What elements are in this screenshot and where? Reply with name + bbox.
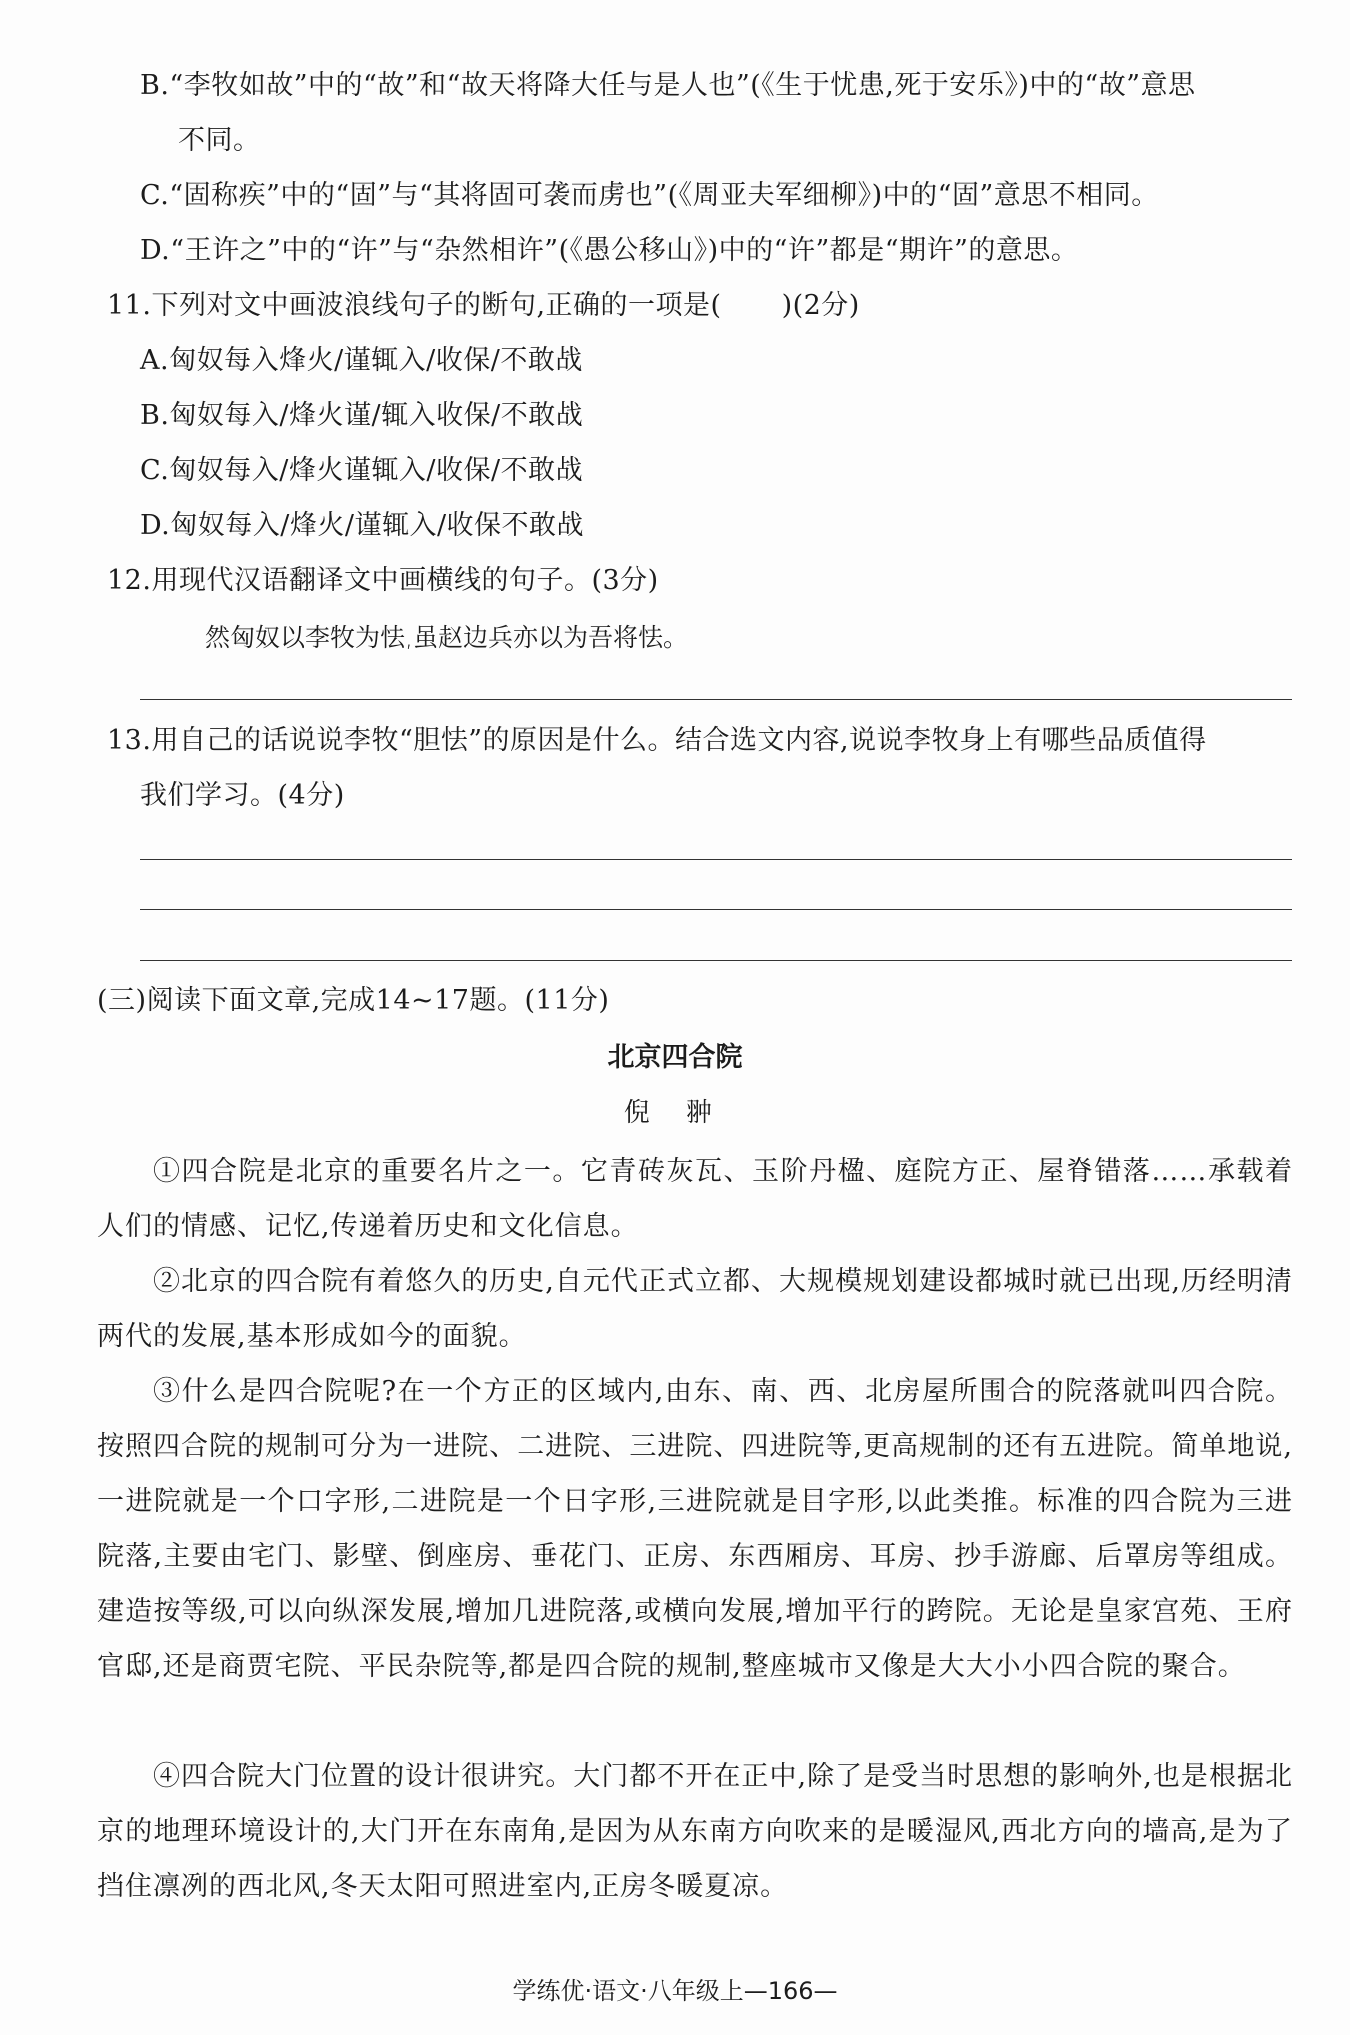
q11-option-b: B.匈奴每入/烽火谨/辄入收保/不敢战 [140, 400, 584, 431]
q12-stem: 12.用现代汉语翻译文中画横线的句子。(3分) [107, 565, 659, 596]
article-paragraph-4: ④四合院大门位置的设计很讲究。大门都不开在正中,除了是受当时思想的影响外,也是根据北京的地理环境设计的,大门开在东南角,是因为从东南方向吹来的是暖湿风,西北方向的墙高,是为了挡住凛冽的西北风,冬天太阳可照进室内,正房冬暖夏凉。 [97, 1761, 1293, 1902]
q13-answer-line-1[interactable] [140, 859, 1292, 860]
q11-stem-after: )(2分) [781, 290, 860, 321]
article-paragraph-1: ①四合院是北京的重要名片之一。它青砖灰瓦、玉阶丹楹、庭院方正、屋脊错落……承载着人们的情感、记忆,传递着历史和文化信息。 [97, 1156, 1293, 1242]
article-paragraph-2: ②北京的四合院有着悠久的历史,自元代正式立都、大规模规划建设都城时就已出现,历经明清两代的发展,基本形成如今的面貌。 [97, 1266, 1293, 1352]
q13-stem-line2: 我们学习。(4分) [140, 780, 345, 811]
q11-stem [107, 288, 860, 324]
q11-option-d: D.匈奴每入/烽火/谨辄入/收保不敢战 [140, 510, 585, 541]
q10-option-b-line1: B.“李牧如故”中的“故”和“故天将降大任与是人也”(《生于忧患,死于安乐》)中的“故”意思 [140, 70, 1196, 101]
q13-answer-line-3[interactable] [140, 960, 1292, 961]
article-title: 北京四合院 [607, 1042, 743, 1073]
section3-heading: (三)阅读下面文章,完成14~17题。(11分) [97, 985, 610, 1016]
q13-answer-line-2[interactable] [140, 909, 1292, 910]
article-paragraph-3: ③什么是四合院呢?在一个方正的区域内,由东、南、西、北房屋所围合的院落就叫四合院。按照四合院的规制可分为一进院、二进院、三进院、四进院等,更高规制的还有五进院。简单地说,一进院就是一个口字形,二进院是一个日字形,三进院就是目字形,以此类推。标准的四合院为三进院落,主要由宅门、影壁、倒座房、垂花门、正房、东西厢房、耳房、抄手游廊、后罩房等组成。建造按等级,可以向纵深发展,增加几进院落,或横向发展,增加平行的跨院。无论是皇家宫苑、王府官邸,还是商贾宅院、平民杂院等,都是四合院的规制,整座城市又像是大大小小四合院的聚合。 [97, 1376, 1293, 1682]
q10-option-d: D.“王许之”中的“许”与“杂然相许”(《愚公移山》)中的“许”都是“期许”的意思。 [140, 235, 1079, 266]
q10-option-c: C.“固称疾”中的“固”与“其将固可袭而虏也”(《周亚夫军细柳》)中的“固”意思不相同。 [140, 180, 1159, 211]
q12-sentence: 然匈奴以李牧为怯,虽赵边兵亦以为吾将怯。 [205, 623, 688, 652]
q11-stem-before: 11.下列对文中画波浪线句子的断句,正确的一项是( [107, 290, 722, 321]
page-footer: 学练优·语文·八年级上—166— [512, 1977, 838, 2005]
q11-option-a: A.匈奴每入烽火/谨辄入/收保/不敢战 [140, 345, 583, 376]
q12-answer-line[interactable] [140, 699, 1292, 700]
q11-option-c: C.匈奴每入/烽火谨辄入/收保/不敢战 [140, 455, 584, 486]
q10-option-b-line2: 不同。 [178, 125, 261, 156]
article-author: 倪 翀 [623, 1098, 727, 1128]
q13-stem-line1: 13.用自己的话说说李牧“胆怯”的原因是什么。结合选文内容,说说李牧身上有哪些品质值得 [107, 725, 1207, 756]
